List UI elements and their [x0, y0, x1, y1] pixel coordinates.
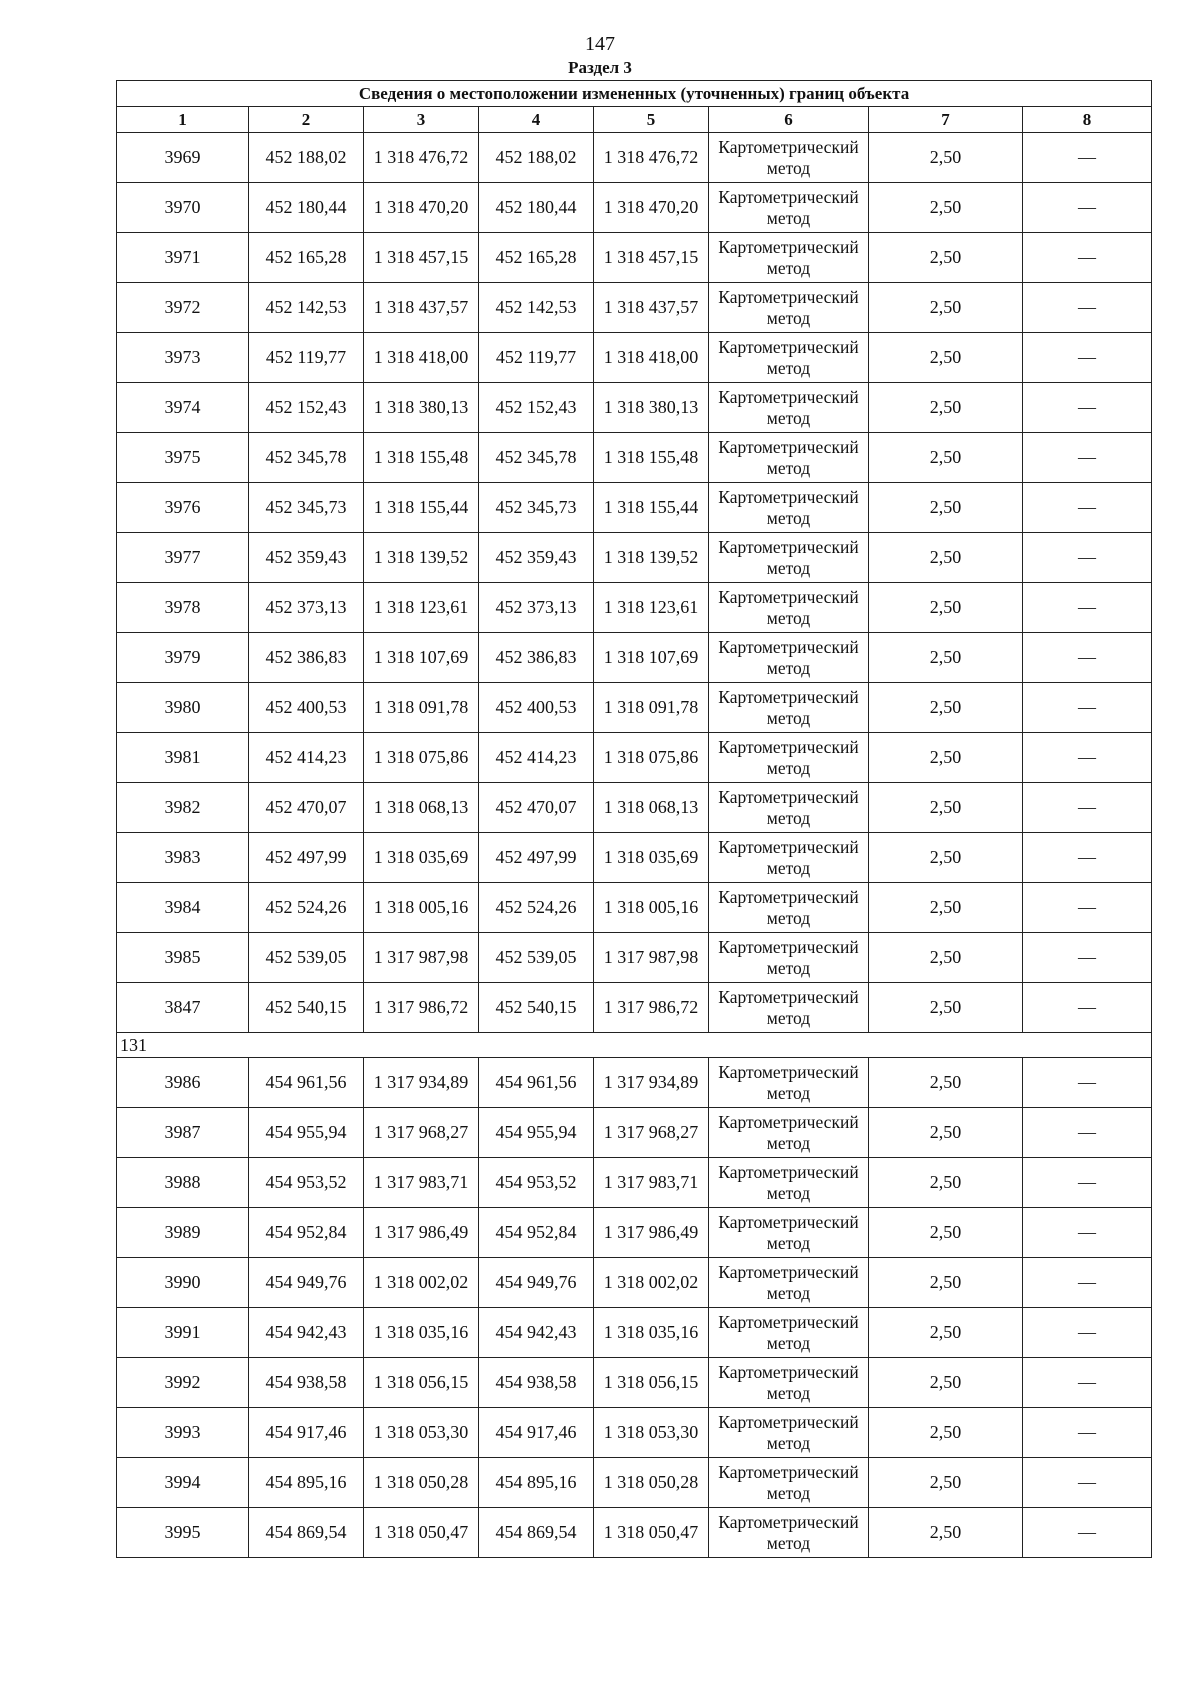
- y-coordinate-old-cell: 1 318 457,15: [364, 233, 479, 283]
- point-number-cell: 3983: [117, 833, 249, 883]
- description-cell: —: [1023, 1208, 1152, 1258]
- y-coordinate-new-cell: 1 318 056,15: [594, 1358, 709, 1408]
- accuracy-cell: 2,50: [869, 1058, 1023, 1108]
- x-coordinate-old-cell: 452 345,78: [249, 433, 364, 483]
- description-cell: —: [1023, 983, 1152, 1033]
- y-coordinate-old-cell: 1 318 050,28: [364, 1458, 479, 1508]
- x-coordinate-new-cell: 454 949,76: [479, 1258, 594, 1308]
- point-number-cell: 3972: [117, 283, 249, 333]
- table-caption-row: [117, 81, 1152, 107]
- x-coordinate-old-cell: 454 869,54: [249, 1508, 364, 1558]
- y-coordinate-new-cell: 1 318 107,69: [594, 633, 709, 683]
- y-coordinate-new-cell: 1 318 457,15: [594, 233, 709, 283]
- point-number-cell: 3988: [117, 1158, 249, 1208]
- x-coordinate-new-cell: 454 917,46: [479, 1408, 594, 1458]
- accuracy-cell: 2,50: [869, 783, 1023, 833]
- description-cell: —: [1023, 1058, 1152, 1108]
- x-coordinate-new-cell: 454 942,43: [479, 1308, 594, 1358]
- y-coordinate-new-cell: 1 318 380,13: [594, 383, 709, 433]
- point-number-cell: 3977: [117, 533, 249, 583]
- description-cell: —: [1023, 333, 1152, 383]
- accuracy-cell: 2,50: [869, 583, 1023, 633]
- method-cell: Картометрический метод: [709, 183, 869, 233]
- x-coordinate-old-cell: 452 497,99: [249, 833, 364, 883]
- x-coordinate-new-cell: 452 470,07: [479, 783, 594, 833]
- accuracy-cell: 2,50: [869, 983, 1023, 1033]
- y-coordinate-new-cell: 1 318 091,78: [594, 683, 709, 733]
- x-coordinate-new-cell: 452 386,83: [479, 633, 594, 683]
- point-number-cell: 3981: [117, 733, 249, 783]
- x-coordinate-new-cell: 452 539,05: [479, 933, 594, 983]
- table-row: [117, 683, 1152, 733]
- y-coordinate-old-cell: 1 318 056,15: [364, 1358, 479, 1408]
- description-cell: —: [1023, 1158, 1152, 1208]
- table-row: [117, 1308, 1152, 1358]
- method-cell: Картометрический метод: [709, 1308, 869, 1358]
- accuracy-cell: 2,50: [869, 1508, 1023, 1558]
- section-title: Раздел 3: [568, 58, 632, 77]
- point-number-cell: 3971: [117, 233, 249, 283]
- method-cell: Картометрический метод: [709, 133, 869, 183]
- y-coordinate-old-cell: 1 318 418,00: [364, 333, 479, 383]
- accuracy-cell: 2,50: [869, 1258, 1023, 1308]
- description-cell: —: [1023, 433, 1152, 483]
- y-coordinate-old-cell: 1 317 934,89: [364, 1058, 479, 1108]
- y-coordinate-old-cell: 1 317 986,72: [364, 983, 479, 1033]
- x-coordinate-new-cell: 452 497,99: [479, 833, 594, 883]
- y-coordinate-old-cell: 1 318 035,69: [364, 833, 479, 883]
- x-coordinate-old-cell: 452 470,07: [249, 783, 364, 833]
- group-label-row: [117, 1033, 1152, 1058]
- point-number-cell: 3994: [117, 1458, 249, 1508]
- point-number-cell: 3982: [117, 783, 249, 833]
- y-coordinate-old-cell: 1 318 075,86: [364, 733, 479, 783]
- y-coordinate-old-cell: 1 318 005,16: [364, 883, 479, 933]
- y-coordinate-new-cell: 1 318 155,44: [594, 483, 709, 533]
- y-coordinate-new-cell: 1 318 123,61: [594, 583, 709, 633]
- table-row: [117, 883, 1152, 933]
- description-cell: —: [1023, 283, 1152, 333]
- method-cell: Картометрический метод: [709, 1508, 869, 1558]
- table-row: [117, 333, 1152, 383]
- x-coordinate-new-cell: 452 119,77: [479, 333, 594, 383]
- accuracy-cell: 2,50: [869, 933, 1023, 983]
- point-number-cell: 3995: [117, 1508, 249, 1558]
- table-row: [117, 533, 1152, 583]
- table-row: [117, 1258, 1152, 1308]
- accuracy-cell: 2,50: [869, 433, 1023, 483]
- y-coordinate-new-cell: 1 317 986,49: [594, 1208, 709, 1258]
- table-row: [117, 1458, 1152, 1508]
- point-number-cell: 3992: [117, 1358, 249, 1408]
- x-coordinate-old-cell: 452 119,77: [249, 333, 364, 383]
- x-coordinate-new-cell: 454 938,58: [479, 1358, 594, 1408]
- x-coordinate-old-cell: 454 942,43: [249, 1308, 364, 1358]
- x-coordinate-old-cell: 452 400,53: [249, 683, 364, 733]
- description-cell: —: [1023, 1508, 1152, 1558]
- table-row: [117, 1508, 1152, 1558]
- table-row: [117, 1358, 1152, 1408]
- accuracy-cell: 2,50: [869, 383, 1023, 433]
- x-coordinate-new-cell: 452 345,73: [479, 483, 594, 533]
- method-cell: Картометрический метод: [709, 733, 869, 783]
- table-row: [117, 433, 1152, 483]
- point-number-cell: 3979: [117, 633, 249, 683]
- description-cell: —: [1023, 533, 1152, 583]
- method-cell: Картометрический метод: [709, 383, 869, 433]
- accuracy-cell: 2,50: [869, 733, 1023, 783]
- accuracy-cell: 2,50: [869, 483, 1023, 533]
- x-coordinate-new-cell: 452 524,26: [479, 883, 594, 933]
- y-coordinate-new-cell: 1 317 934,89: [594, 1058, 709, 1108]
- table-caption: Сведения о местоположении измененных (уточненных) границ объекта: [117, 81, 1152, 107]
- point-number-cell: 3973: [117, 333, 249, 383]
- table-row: [117, 633, 1152, 683]
- point-number-cell: 3969: [117, 133, 249, 183]
- x-coordinate-old-cell: 452 373,13: [249, 583, 364, 633]
- accuracy-cell: 2,50: [869, 183, 1023, 233]
- y-coordinate-new-cell: 1 318 050,28: [594, 1458, 709, 1508]
- x-coordinate-old-cell: 452 539,05: [249, 933, 364, 983]
- y-coordinate-new-cell: 1 318 476,72: [594, 133, 709, 183]
- x-coordinate-new-cell: 454 895,16: [479, 1458, 594, 1508]
- point-number-cell: 3976: [117, 483, 249, 533]
- description-cell: —: [1023, 383, 1152, 433]
- accuracy-cell: 2,50: [869, 1458, 1023, 1508]
- description-cell: —: [1023, 1258, 1152, 1308]
- method-cell: Картометрический метод: [709, 633, 869, 683]
- x-coordinate-new-cell: 452 414,23: [479, 733, 594, 783]
- table-row: [117, 733, 1152, 783]
- page-number: 147: [585, 33, 615, 55]
- point-number-cell: 3984: [117, 883, 249, 933]
- x-coordinate-new-cell: 454 961,56: [479, 1058, 594, 1108]
- y-coordinate-old-cell: 1 318 123,61: [364, 583, 479, 633]
- y-coordinate-new-cell: 1 318 470,20: [594, 183, 709, 233]
- x-coordinate-new-cell: 452 345,78: [479, 433, 594, 483]
- table-row: [117, 233, 1152, 283]
- x-coordinate-old-cell: 452 165,28: [249, 233, 364, 283]
- column-header: 4: [479, 107, 594, 133]
- x-coordinate-old-cell: 452 180,44: [249, 183, 364, 233]
- point-number-cell: 3978: [117, 583, 249, 633]
- method-cell: Картометрический метод: [709, 1158, 869, 1208]
- method-cell: Картометрический метод: [709, 1408, 869, 1458]
- group-label: 131: [117, 1033, 1152, 1058]
- description-cell: —: [1023, 1308, 1152, 1358]
- description-cell: —: [1023, 783, 1152, 833]
- description-cell: —: [1023, 833, 1152, 883]
- x-coordinate-new-cell: 452 359,43: [479, 533, 594, 583]
- method-cell: Картометрический метод: [709, 1108, 869, 1158]
- accuracy-cell: 2,50: [869, 683, 1023, 733]
- accuracy-cell: 2,50: [869, 333, 1023, 383]
- method-cell: Картометрический метод: [709, 933, 869, 983]
- column-header: 5: [594, 107, 709, 133]
- table-row: [117, 1208, 1152, 1258]
- y-coordinate-new-cell: 1 317 968,27: [594, 1108, 709, 1158]
- accuracy-cell: 2,50: [869, 1308, 1023, 1358]
- accuracy-cell: 2,50: [869, 1358, 1023, 1408]
- table-row: [117, 783, 1152, 833]
- table-row: [117, 833, 1152, 883]
- x-coordinate-new-cell: 452 165,28: [479, 233, 594, 283]
- method-cell: Картометрический метод: [709, 333, 869, 383]
- y-coordinate-old-cell: 1 317 986,49: [364, 1208, 479, 1258]
- y-coordinate-new-cell: 1 318 155,48: [594, 433, 709, 483]
- table-row: [117, 283, 1152, 333]
- x-coordinate-old-cell: 452 524,26: [249, 883, 364, 933]
- point-number-cell: 3974: [117, 383, 249, 433]
- table-row: [117, 1158, 1152, 1208]
- table-row: [117, 133, 1152, 183]
- method-cell: Картометрический метод: [709, 883, 869, 933]
- y-coordinate-new-cell: 1 318 068,13: [594, 783, 709, 833]
- x-coordinate-old-cell: 452 386,83: [249, 633, 364, 683]
- y-coordinate-new-cell: 1 317 983,71: [594, 1158, 709, 1208]
- method-cell: Картометрический метод: [709, 1058, 869, 1108]
- x-coordinate-old-cell: 454 955,94: [249, 1108, 364, 1158]
- y-coordinate-new-cell: 1 317 987,98: [594, 933, 709, 983]
- y-coordinate-new-cell: 1 318 139,52: [594, 533, 709, 583]
- table-row: [117, 983, 1152, 1033]
- description-cell: —: [1023, 883, 1152, 933]
- y-coordinate-old-cell: 1 318 068,13: [364, 783, 479, 833]
- method-cell: Картометрический метод: [709, 683, 869, 733]
- y-coordinate-new-cell: 1 318 005,16: [594, 883, 709, 933]
- description-cell: —: [1023, 733, 1152, 783]
- point-number-cell: 3970: [117, 183, 249, 233]
- x-coordinate-new-cell: 454 869,54: [479, 1508, 594, 1558]
- table-row: [117, 1058, 1152, 1108]
- table-row: [117, 483, 1152, 533]
- y-coordinate-new-cell: 1 318 035,69: [594, 833, 709, 883]
- method-cell: Картометрический метод: [709, 1258, 869, 1308]
- method-cell: Картометрический метод: [709, 1458, 869, 1508]
- y-coordinate-old-cell: 1 318 107,69: [364, 633, 479, 683]
- x-coordinate-new-cell: 452 180,44: [479, 183, 594, 233]
- y-coordinate-old-cell: 1 317 987,98: [364, 933, 479, 983]
- y-coordinate-new-cell: 1 318 053,30: [594, 1408, 709, 1458]
- x-coordinate-new-cell: 454 953,52: [479, 1158, 594, 1208]
- method-cell: Картометрический метод: [709, 433, 869, 483]
- y-coordinate-old-cell: 1 318 155,44: [364, 483, 479, 533]
- y-coordinate-old-cell: 1 318 470,20: [364, 183, 479, 233]
- accuracy-cell: 2,50: [869, 1108, 1023, 1158]
- table-row: [117, 1408, 1152, 1458]
- point-number-cell: 3985: [117, 933, 249, 983]
- x-coordinate-old-cell: 454 953,52: [249, 1158, 364, 1208]
- x-coordinate-old-cell: 452 142,53: [249, 283, 364, 333]
- accuracy-cell: 2,50: [869, 233, 1023, 283]
- y-coordinate-old-cell: 1 318 035,16: [364, 1308, 479, 1358]
- y-coordinate-old-cell: 1 318 053,30: [364, 1408, 479, 1458]
- description-cell: —: [1023, 233, 1152, 283]
- x-coordinate-old-cell: 454 949,76: [249, 1258, 364, 1308]
- x-coordinate-old-cell: 452 359,43: [249, 533, 364, 583]
- point-number-cell: 3847: [117, 983, 249, 1033]
- x-coordinate-new-cell: 454 952,84: [479, 1208, 594, 1258]
- point-number-cell: 3989: [117, 1208, 249, 1258]
- y-coordinate-new-cell: 1 318 035,16: [594, 1308, 709, 1358]
- description-cell: —: [1023, 483, 1152, 533]
- point-number-cell: 3975: [117, 433, 249, 483]
- accuracy-cell: 2,50: [869, 1158, 1023, 1208]
- x-coordinate-old-cell: 454 952,84: [249, 1208, 364, 1258]
- x-coordinate-new-cell: 452 142,53: [479, 283, 594, 333]
- y-coordinate-new-cell: 1 318 418,00: [594, 333, 709, 383]
- y-coordinate-old-cell: 1 318 002,02: [364, 1258, 479, 1308]
- table-row: [117, 583, 1152, 633]
- x-coordinate-new-cell: 452 400,53: [479, 683, 594, 733]
- y-coordinate-new-cell: 1 318 437,57: [594, 283, 709, 333]
- table-row: [117, 383, 1152, 433]
- accuracy-cell: 2,50: [869, 883, 1023, 933]
- x-coordinate-new-cell: 452 188,02: [479, 133, 594, 183]
- description-cell: —: [1023, 1408, 1152, 1458]
- description-cell: —: [1023, 683, 1152, 733]
- table-row: [117, 933, 1152, 983]
- column-header: 8: [1023, 107, 1152, 133]
- x-coordinate-old-cell: 452 188,02: [249, 133, 364, 183]
- description-cell: —: [1023, 933, 1152, 983]
- y-coordinate-old-cell: 1 318 380,13: [364, 383, 479, 433]
- description-cell: —: [1023, 1358, 1152, 1408]
- accuracy-cell: 2,50: [869, 833, 1023, 883]
- description-cell: —: [1023, 1458, 1152, 1508]
- x-coordinate-new-cell: 452 373,13: [479, 583, 594, 633]
- x-coordinate-old-cell: 454 917,46: [249, 1408, 364, 1458]
- y-coordinate-old-cell: 1 317 983,71: [364, 1158, 479, 1208]
- y-coordinate-old-cell: 1 318 091,78: [364, 683, 479, 733]
- x-coordinate-new-cell: 452 152,43: [479, 383, 594, 433]
- column-header: 6: [709, 107, 869, 133]
- accuracy-cell: 2,50: [869, 1208, 1023, 1258]
- column-number-row: [117, 107, 1152, 133]
- y-coordinate-new-cell: 1 318 075,86: [594, 733, 709, 783]
- y-coordinate-old-cell: 1 318 139,52: [364, 533, 479, 583]
- description-cell: —: [1023, 133, 1152, 183]
- point-number-cell: 3990: [117, 1258, 249, 1308]
- accuracy-cell: 2,50: [869, 133, 1023, 183]
- point-number-cell: 3986: [117, 1058, 249, 1108]
- x-coordinate-old-cell: 452 414,23: [249, 733, 364, 783]
- method-cell: Картометрический метод: [709, 983, 869, 1033]
- x-coordinate-old-cell: 452 152,43: [249, 383, 364, 433]
- method-cell: Картометрический метод: [709, 1358, 869, 1408]
- table-row: [117, 1108, 1152, 1158]
- accuracy-cell: 2,50: [869, 1408, 1023, 1458]
- y-coordinate-new-cell: 1 317 986,72: [594, 983, 709, 1033]
- point-number-cell: 3991: [117, 1308, 249, 1358]
- y-coordinate-new-cell: 1 318 050,47: [594, 1508, 709, 1558]
- point-number-cell: 3987: [117, 1108, 249, 1158]
- y-coordinate-old-cell: 1 318 155,48: [364, 433, 479, 483]
- y-coordinate-new-cell: 1 318 002,02: [594, 1258, 709, 1308]
- x-coordinate-old-cell: 454 938,58: [249, 1358, 364, 1408]
- x-coordinate-new-cell: 454 955,94: [479, 1108, 594, 1158]
- method-cell: Картометрический метод: [709, 483, 869, 533]
- description-cell: —: [1023, 633, 1152, 683]
- accuracy-cell: 2,50: [869, 633, 1023, 683]
- point-number-cell: 3980: [117, 683, 249, 733]
- column-header: 7: [869, 107, 1023, 133]
- y-coordinate-old-cell: 1 318 476,72: [364, 133, 479, 183]
- method-cell: Картометрический метод: [709, 783, 869, 833]
- accuracy-cell: 2,50: [869, 533, 1023, 583]
- description-cell: —: [1023, 183, 1152, 233]
- x-coordinate-old-cell: 452 540,15: [249, 983, 364, 1033]
- y-coordinate-old-cell: 1 318 050,47: [364, 1508, 479, 1558]
- x-coordinate-old-cell: 452 345,73: [249, 483, 364, 533]
- accuracy-cell: 2,50: [869, 283, 1023, 333]
- description-cell: —: [1023, 1108, 1152, 1158]
- x-coordinate-new-cell: 452 540,15: [479, 983, 594, 1033]
- method-cell: Картометрический метод: [709, 283, 869, 333]
- x-coordinate-old-cell: 454 961,56: [249, 1058, 364, 1108]
- method-cell: Картометрический метод: [709, 1208, 869, 1258]
- method-cell: Картометрический метод: [709, 583, 869, 633]
- x-coordinate-old-cell: 454 895,16: [249, 1458, 364, 1508]
- table-body: [117, 81, 1152, 1558]
- point-number-cell: 3993: [117, 1408, 249, 1458]
- column-header: 3: [364, 107, 479, 133]
- column-header: 2: [249, 107, 364, 133]
- description-cell: —: [1023, 583, 1152, 633]
- table-row: [117, 183, 1152, 233]
- column-header: 1: [117, 107, 249, 133]
- method-cell: Картометрический метод: [709, 233, 869, 283]
- boundary-coordinates-table: [116, 80, 1152, 1558]
- y-coordinate-old-cell: 1 318 437,57: [364, 283, 479, 333]
- y-coordinate-old-cell: 1 317 968,27: [364, 1108, 479, 1158]
- method-cell: Картометрический метод: [709, 533, 869, 583]
- method-cell: Картометрический метод: [709, 833, 869, 883]
